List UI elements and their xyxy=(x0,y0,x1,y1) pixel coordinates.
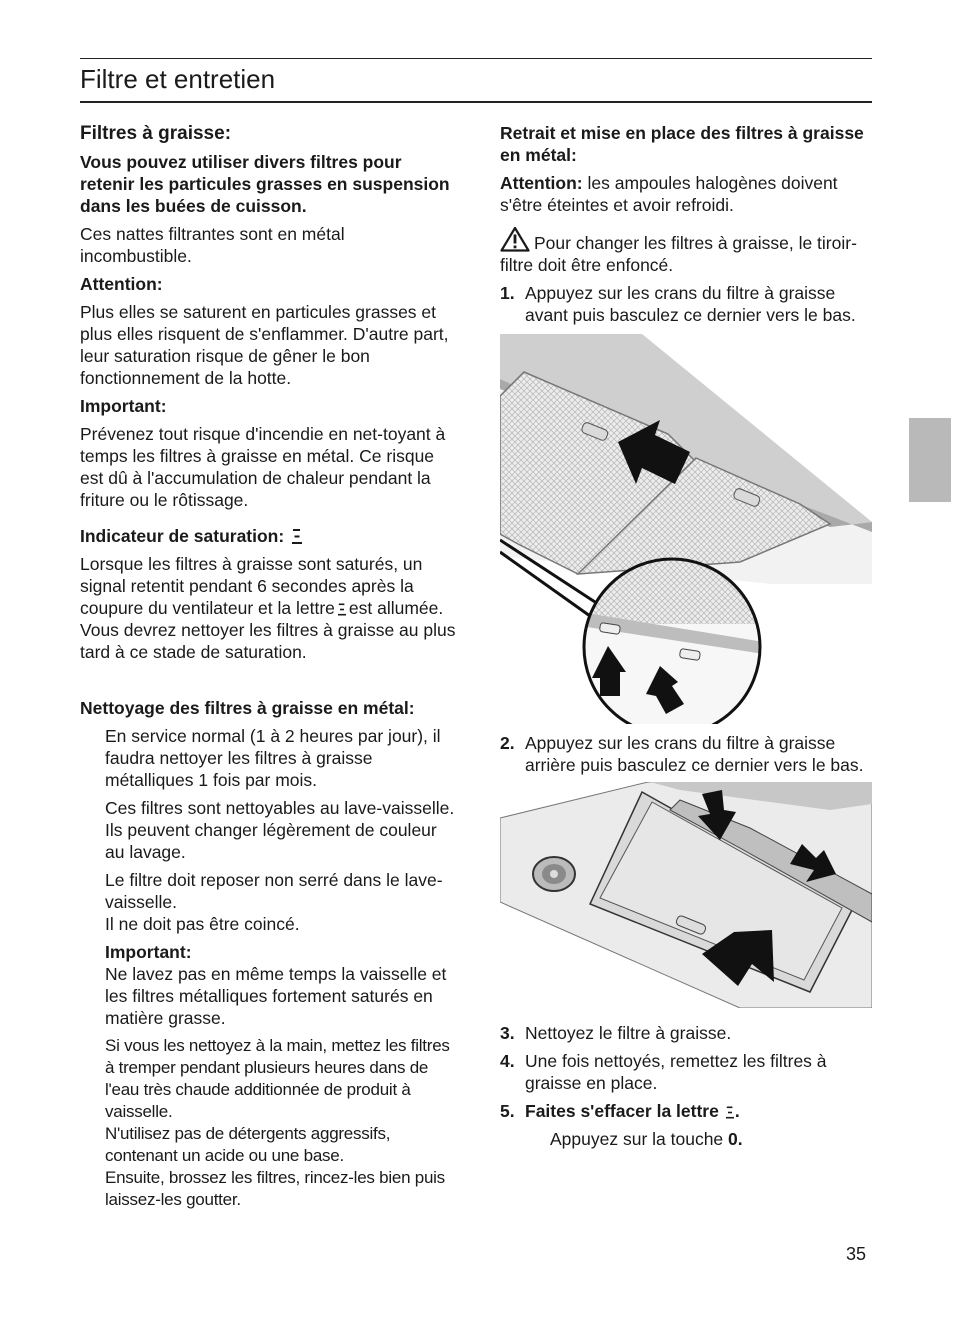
hand-wash-paragraph-1: Si vous les nettoyez à la main, mettez les filtres à tremper pendant plusieurs heures dans de l'eau très chaude additionnée de produit à vaisselle. xyxy=(105,1036,450,1121)
cleaning-paragraph-3a: Le filtre doit reposer non serré dans le lave-vaisselle. xyxy=(105,870,443,912)
saturation-letter-icon xyxy=(726,1106,734,1119)
hand-wash-paragraph-2: N'utilisez pas de détergents aggressifs, contenant un acide ou une base. xyxy=(105,1124,391,1165)
hand-wash-paragraph-3: Ensuite, brossez les filtres, rincez-les bien puis laissez-les goutter. xyxy=(105,1168,445,1209)
step-4: 4. Une fois nettoyés, remettez les filtres à graisse en place. xyxy=(500,1051,827,1093)
section-thumb-tab xyxy=(909,418,951,502)
page-number: 35 xyxy=(846,1244,867,1264)
header-rule-bottom xyxy=(80,101,872,103)
cleaning-important-text: Ne lavez pas en même temps la vaisselle et les filtres métalliques fortement saturés en matière grasse. xyxy=(105,964,447,1028)
step-1: 1. Appuyez sur les crans du filtre à graisse avant puis basculez ce dernier vers le bas. xyxy=(500,283,856,325)
important-label: Important: xyxy=(80,396,167,416)
front-filter-illustration xyxy=(500,334,872,724)
saturation-indicator-label: Indicateur de saturation: xyxy=(80,525,456,547)
step-5: 5. Faites s'effacer la lettre . xyxy=(500,1101,740,1121)
warning-triangle-icon xyxy=(500,226,530,252)
right-column xyxy=(500,122,872,1150)
attention-text: Plus elles se saturent en particules grasses et plus elles risquent de s'enflammer. D'autre part, leur saturation risque de gêner le bon fonctionnement de la hotte. xyxy=(80,302,449,388)
removal-steps xyxy=(500,282,872,326)
cleaning-important-label: Important: xyxy=(105,942,192,962)
step-3: 3. Nettoyez le filtre à graisse. xyxy=(500,1023,732,1043)
removal-warning: Pour changer les filtres à graisse, le tiroir-filtre doit être enfoncé. xyxy=(500,226,872,276)
attention-label: Attention: xyxy=(80,274,163,294)
cleaning-paragraph-3b: Il ne doit pas être coincé. xyxy=(105,914,300,934)
important-text: Prévenez tout risque d'incendie en net-toyant à temps les filtres à graisse en métal. Ce risque est dû à l'accumulation de chaleur pendant la friture ou le rôtissage. xyxy=(80,424,446,510)
step-2: 2. Appuyez sur les crans du filtre à graisse arrière puis basculez ce dernier vers le bas. xyxy=(500,733,864,775)
removal-steps-2 xyxy=(500,732,872,776)
filters-heading: Filtres à graisse: xyxy=(80,123,232,144)
saturation-text: Lorsque les filtres à graisse sont saturés, un signal retentit pendant 6 secondes après la coupure du ventilateur et la lettre est allumée. Vous devrez nettoyer les filtres à graisse au plus tard à ce stade de saturation. xyxy=(80,554,456,662)
step-5-instruction: Appuyez sur la touche 0. xyxy=(550,1129,743,1149)
cleaning-paragraph-2: Ces filtres sont nettoyables au lave-vaisselle. Ils peuvent changer légèrement de couleur au lavage. xyxy=(105,798,455,862)
filters-intro-text: Ces nattes filtrantes sont en métal incombustible. xyxy=(80,224,345,266)
left-column xyxy=(80,122,456,1211)
removal-attention: Attention: les ampoules halogènes doivent s'être éteintes et avoir refroidi. xyxy=(500,173,838,215)
filters-intro-bold: Vous pouvez utiliser divers filtres pour retenir les particules grasses en suspension dans les buées de cuisson. xyxy=(80,152,450,216)
cleaning-paragraph-1: En service normal (1 à 2 heures par jour), il faudra nettoyer les filtres à graisse métalliques 1 fois par mois. xyxy=(105,726,441,790)
cleaning-heading: Nettoyage des filtres à graisse en métal: xyxy=(80,698,415,718)
cleaning-section xyxy=(80,725,456,1211)
page-title: Filtre et entretien xyxy=(80,64,276,94)
header-rule-top xyxy=(80,58,872,59)
saturation-letter-icon xyxy=(338,603,346,616)
saturation-letter-icon xyxy=(292,529,302,544)
removal-heading: Retrait et mise en place des filtres à graisse en métal: xyxy=(500,123,864,165)
rear-filter-illustration xyxy=(500,782,872,1008)
removal-steps-3 xyxy=(500,1022,872,1122)
